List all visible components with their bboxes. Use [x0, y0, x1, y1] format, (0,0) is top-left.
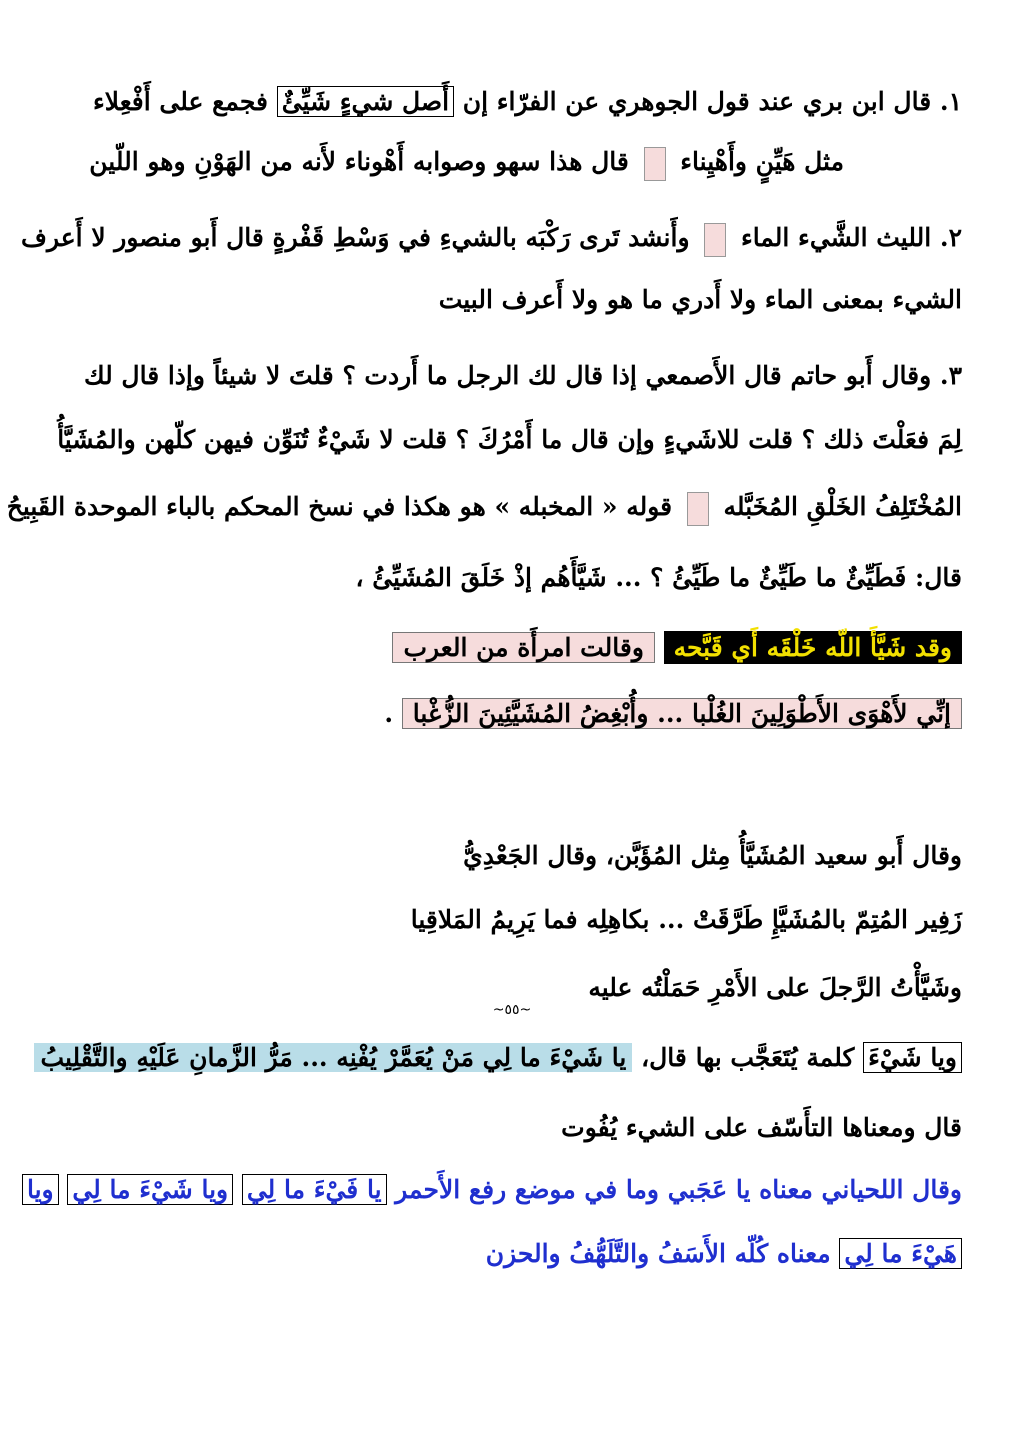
- para5-line1-text-a: وقال اللحياني معناه يا عَجَبي وما في موضع رفع الأَحمر: [395, 1175, 962, 1204]
- para4-line5: قال ومعناها التأَسّف على الشيء يُفُوت: [561, 1113, 962, 1142]
- boxed-phrase-2: ويا شَيْءَ ما لِي: [67, 1174, 233, 1205]
- para3-line4: قال: فَطَيِّئٌ ما طَيِّئٌ ما طَيِّئُ ؟ ... شَيَّأَهُم إذْ خَلَقَ المُشَيِّئُ ،: [355, 563, 962, 592]
- para1-line2-text-a: مثل هَيِّنٍ وأَهْيِناء: [680, 147, 844, 176]
- para1-line2-text-b: قال هذا سهو وصوابه أَهْوناء لأَنه من الهَوْنِ وهو اللّين: [89, 147, 629, 176]
- blank-pink-box: [644, 147, 666, 181]
- para3-line3-text-b: قوله « المخبله » هو هكذا في نسخ المحكم بالباء الموحدة القَبِيحُ: [6, 492, 673, 521]
- boxed-phrase-3: ويا: [22, 1174, 59, 1205]
- yellow-highlight-phrase: وقد شَيَّأَ اللّه خَلْقَه أَي قَبَّحه: [664, 631, 962, 664]
- highlighted-term-box: أَصل شيءٍ شَيِّئٌ: [277, 86, 454, 117]
- para1-line2: [64, 142, 844, 182]
- para2-line1-text-b: وأَنشد تَرى رَكْبَه بالشيءِ في وَسْطِ قَفْرةٍ قال أَبو منصور لا أَعرف: [21, 223, 690, 252]
- para3-line3-text-a: المُخْتَلِفُ الخَلْقِ المُخَبَّله: [723, 492, 962, 521]
- pink-boxed-phrase: وقالت امرأَة من العرب: [392, 632, 654, 663]
- para1-line1-text-a: ١. قال ابن بري عند قول الجوهري عن الفرّاء إن: [462, 87, 962, 116]
- para3-line6: [322, 694, 962, 734]
- para2-line1: [21, 218, 962, 258]
- para5-line2: [402, 1234, 962, 1274]
- para2-line2: الشيء بمعنى الماء ولا أَدري ما هو ولا أَعرف البيت: [438, 285, 962, 314]
- blank-pink-box: [704, 223, 726, 257]
- para3-line5: [102, 628, 962, 668]
- para3-line3: [6, 487, 962, 527]
- para4-line3: وشَيَّأْتُ الرَّجلَ على الأَمْرِ حَمَلْتُه عليه: [588, 973, 962, 1002]
- blue-highlight-verse: يا شَيْءَ ما لِي مَنْ يُعَمَّرْ يُفْنِه ... مَرُّ الزَّمانِ عَلَيْهِ والتَّقْلِيبُ: [34, 1043, 632, 1072]
- para4-line4-text-a: كلمة يُتَعَجَّب بها قال،: [641, 1043, 855, 1072]
- para1-line1-text-b: فجمع على أَفْعِلاء: [93, 87, 268, 116]
- blank-pink-box: [687, 492, 709, 526]
- para3-line1: ٣. وقال أَبو حاتم قال الأَصمعي إذا قال لك الرجل ما أَردت ؟ قلتَ لا شيئاً وإذا قال لك: [84, 361, 962, 390]
- para3-line2: لِمَ فعَلْتَ ذلك ؟ قلت للاشَيءٍ وإن قال ما أَمْرُكَ ؟ قلت لا شَيْءٌ تُنَوِّن فيهن كلّهن والمُشَيَّأُ: [57, 425, 962, 454]
- para5-line2-text-a: معناه كُلّه الأَسَفُ والتَّلَهُّفُ والحزن: [485, 1239, 831, 1268]
- boxed-phrase-4: هَيْءَ ما لِي: [839, 1238, 962, 1269]
- pink-boxed-verse: إنِّي لأَهْوَى الأَطْوَلِينَ الغُلْبا ... وأُبْغِضُ المُشَيَّئِينَ الزُّغْبا: [402, 698, 962, 729]
- page-number: ~٥٥~: [492, 1002, 532, 1018]
- verse-end-dot: .: [384, 699, 394, 728]
- para2-line1-text-a: ٢. الليث الشَّيء الماء: [740, 223, 962, 252]
- para4-line4: [40, 1038, 962, 1078]
- para4-line2: زَفِير المُتِمّ بالمُشَيَّإِ طَرَّقَتْ ... بكاهِلِه فما يَرِيمُ المَلاقِيا: [410, 905, 962, 934]
- boxed-phrase-1: يا فَيْءَ ما لِي: [242, 1174, 387, 1205]
- para4-line1: وقال أَبو سعيد المُشَيَّأُ مِثل المُؤَبَّن، وقال الجَعْدِيُّ: [463, 841, 962, 870]
- boxed-term: ويا شَيْءَ: [863, 1042, 962, 1073]
- para1-line1: [62, 82, 962, 122]
- para5-line1: [26, 1170, 962, 1210]
